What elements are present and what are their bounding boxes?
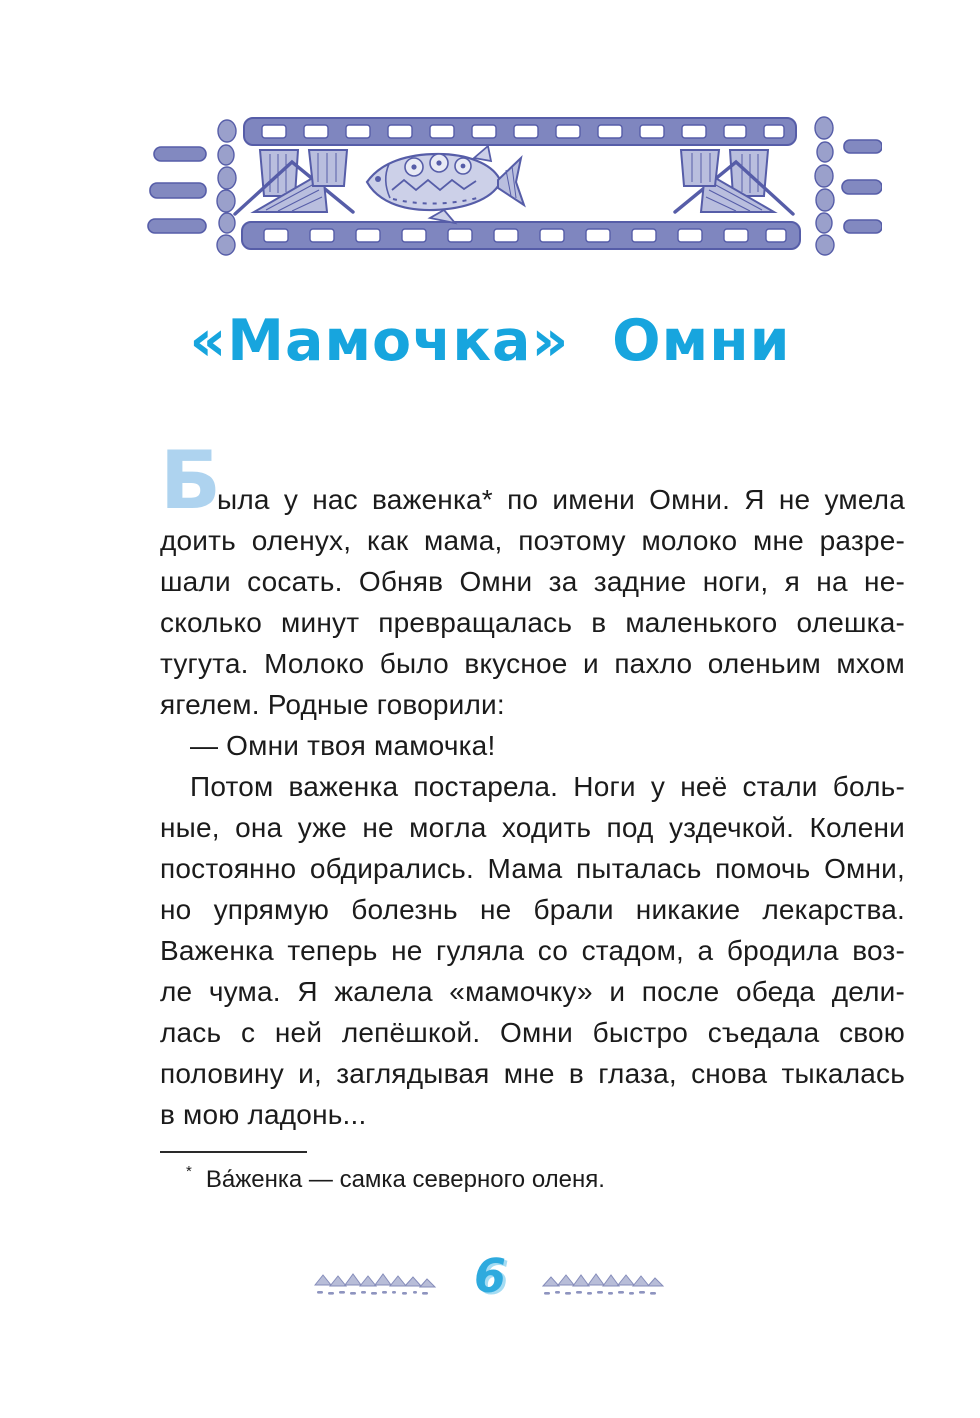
drop-cap: Б	[160, 434, 222, 527]
text-line: постоянно обдирались. Мама пыталась помочь Омни,	[160, 853, 905, 884]
text-line: ные, она уже не могла ходить под уздечкой. Колени	[160, 812, 905, 843]
oval-column-left	[217, 120, 236, 255]
text-line: лась с ней лепёшкой. Омни быстро съедала свою	[160, 1017, 905, 1048]
text-line: ле чума. Я жалела «мамочку» и после обеда дели-	[160, 976, 905, 1007]
triangle-group-left	[235, 150, 353, 214]
top-bar	[244, 118, 796, 145]
text-line: шали сосать. Обняв Омни за задние ноги, я на не-	[160, 566, 905, 597]
text-line: половину и, заглядывая мне в глаза, снова тыкалась	[160, 1058, 905, 1089]
side-pills-right	[842, 140, 882, 233]
bottom-bar	[242, 222, 800, 249]
text-line: в мою ладонь...	[160, 1099, 367, 1130]
text-line: Важенка теперь не гуляла со стадом, а бродила воз-	[160, 935, 905, 966]
footnote-rule	[160, 1151, 307, 1153]
footnote	[160, 1163, 931, 1194]
text-line: ягелем. Родные говорили:	[160, 689, 505, 720]
text-line: — Омни твоя мамочка!	[190, 730, 496, 761]
triangle-group-right	[675, 150, 793, 214]
page-footer	[0, 1249, 980, 1312]
footer-ornament-right	[542, 1266, 666, 1298]
fish-icon	[367, 146, 524, 223]
text-line: Потом важенка постарела. Ноги у неё стали боль-	[190, 771, 905, 802]
text-line: доить оленух, как мама, поэтому молоко мне разре-	[160, 525, 905, 556]
text-line: тугута. Молоко было вкусное и пахло оленьим мхом	[160, 648, 905, 679]
text-line-content: ыла у нас важенка* по имени Омни. Я не умела	[217, 484, 905, 515]
oval-column-right	[815, 117, 834, 255]
footnote-marker: *	[186, 1163, 192, 1180]
footnote-text: Ва́женка — самка северного оленя.	[205, 1166, 605, 1193]
header-ornament	[146, 110, 882, 256]
text-line: но упрямую болезнь не брали никакие лекарства.	[160, 894, 905, 925]
text-line	[160, 434, 905, 527]
page-number: 6	[473, 1249, 506, 1303]
footer-ornament-left	[314, 1266, 438, 1298]
text-line: сколько минут превращалась в маленького олешка-	[160, 607, 905, 638]
chapter-title: «Мамочка» Омни	[189, 308, 791, 374]
side-pills-left	[148, 147, 206, 233]
story-text	[160, 434, 905, 1135]
